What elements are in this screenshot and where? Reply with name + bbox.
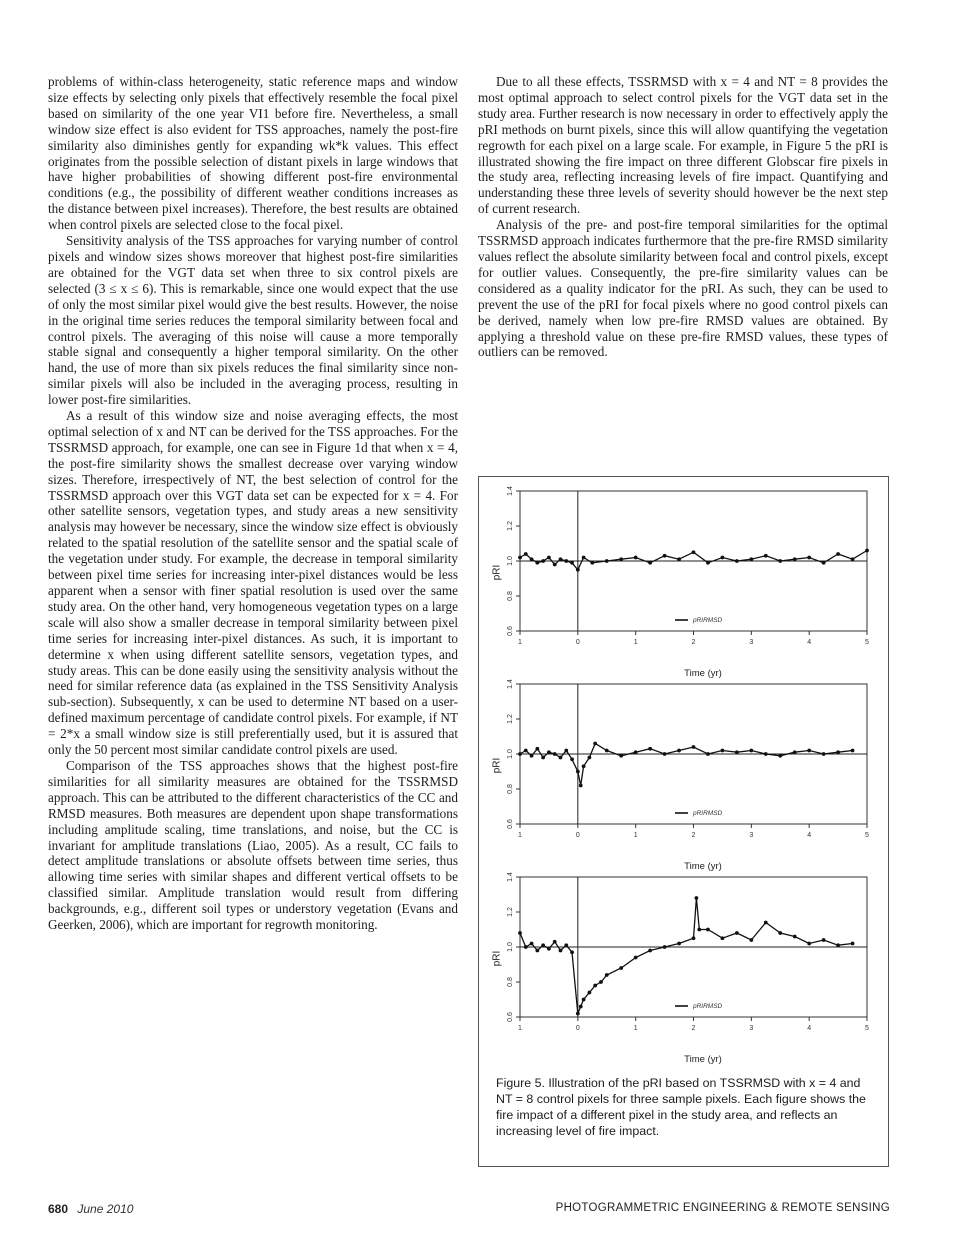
left-paragraph-3: As a result of this window size and noise averaging effects, the most optimal selection of x and NT can be derived for the TSS approaches. For the TSSRMSD approach, for example, one can see in Figure 1d that when x = 4, the post-fire similarity shows the smallest decrease over varying window sizes. Therefore, irrespectively of NT, the best selection of control for the TSSRMSD approach over this VGT data set can be expected for x = 4. For other satellite sensors, vegetation types, and study areas a new sensitivity analysis may however be necessary, since the window size effect is obviously related to the spatial resolution of the satellite sensor and the spatial scale of the vegetation under study. For example, the decrease in temporal similarity between pixel time series for increasing inter-pixel distances would be less apparent when a sensor with finer spatial resolution is used over the same study area. On the other hand, very homogeneous vegetation types on a large scale will also show a smaller decrease in temporal similarity between pixel time series for increasing inter-pixel distances. As such, it is important to determine x when using different satellite sensors, vegetation types, and study areas. This can be done easily using the sensitivity analysis without the need for similar reference data (as explained in the TSS Sensitivity Analysis sub-section). Subsequently, x can be used to determine NT based on a user-defined maximum percentage of candidate control pixels. For example, if NT = 2*x a small window size is still preferentially used, but it is assured that only the 50 percent most similar candidate control pixels are used. (48, 408, 458, 758)
data-point (663, 554, 667, 558)
data-point (648, 747, 652, 751)
x-tick-label: 1 (633, 1025, 638, 1032)
x-tick-label: 0 (575, 832, 580, 839)
x-tick-label: 0 (575, 1025, 580, 1032)
x-tick-label: 3 (749, 832, 754, 839)
data-point (634, 750, 638, 754)
data-point (851, 557, 855, 561)
x-tick-label: 1 (518, 832, 522, 839)
data-point (836, 943, 840, 947)
data-point (579, 784, 583, 788)
data-point (535, 561, 539, 565)
x-tick-label: 3 (749, 639, 754, 646)
data-point (793, 750, 797, 754)
x-tick-label: 2 (691, 639, 696, 646)
y-tick-label: 1.4 (507, 872, 514, 882)
data-point (706, 561, 710, 565)
y-tick-label: 0.6 (507, 626, 514, 636)
data-point (570, 561, 574, 565)
journal-name: PHOTOGRAMMETRIC ENGINEERING & REMOTE SENSING (555, 1202, 890, 1214)
x-tick-label: 5 (865, 639, 869, 646)
data-point (576, 1012, 580, 1016)
data-point (559, 756, 563, 760)
data-point (822, 561, 826, 565)
data-point (749, 557, 753, 561)
data-point (764, 921, 768, 925)
data-point (593, 984, 597, 988)
data-point (541, 943, 545, 947)
data-point (535, 949, 539, 953)
figure-5 (478, 476, 889, 1167)
y-axis-label: pRI (491, 757, 503, 774)
data-point (619, 966, 623, 970)
data-point (677, 749, 681, 753)
data-point (559, 557, 563, 561)
data-point (524, 552, 528, 556)
y-tick-label: 1.0 (507, 749, 514, 759)
data-point (564, 749, 568, 753)
data-point (570, 950, 574, 954)
data-point (535, 747, 539, 751)
x-tick-label: 3 (749, 1025, 754, 1032)
x-axis-label: Time (yr) (684, 668, 722, 679)
data-point (564, 559, 568, 563)
data-point (663, 752, 667, 756)
data-point (721, 936, 725, 940)
data-point (593, 742, 597, 746)
data-point (692, 550, 696, 554)
y-tick-label: 1.2 (507, 521, 514, 531)
data-point (735, 559, 739, 563)
series-line (520, 898, 853, 1014)
data-point (778, 559, 782, 563)
y-tick-label: 1.4 (507, 679, 514, 689)
data-point (559, 949, 563, 953)
data-point (836, 552, 840, 556)
data-point (749, 749, 753, 753)
data-point (530, 754, 534, 758)
left-paragraph-2: Sensitivity analysis of the TSS approaches for varying number of control pixels and window sizes shows moreover that highest post-fire similarities are obtained for the VGT data set when three to six control pixels are selected (3 ≤ x ≤ 6). This is remarkable, since one would expect that the use of only the most similar pixel would give the best results. However, the noise in the original time series reduces the temporal similarity between focal and control pixels. The averaging of this noise will cause a more temporally stable signal and consequently a higher temporal similarity. On the other hand, the use of more than six pixels reduces the final similarity since non-similar pixels will also be included in the averaging process, resulting in lower post-fire similarities. (48, 233, 458, 408)
data-point (605, 749, 609, 753)
data-point (807, 942, 811, 946)
chart-panel-3 (479, 867, 888, 1065)
data-point (547, 947, 551, 951)
left-paragraph-4: Comparison of the TSS approaches shows that the highest post-fire similarities for all similarity measures are obtained for the TSSRMSD approach. This can be attributed to the different characteristics of the CC and RMSD measures. Both measures are dependent upon shape transformations including amplitude scaling, time translations, and noise, but the CC is invariant for amplitude translations (Liao, 2005). As a result, CC fails to detect amplitude translations or absolute offsets between time series, thus allowing time series with similar shapes and different vertical offsets to be classified similar. Amplitude translation would result from differing backgrounds, e.g., different soil types or understory vegetation (Evans and Geerken, 2006), which are important for regrowth monitoring. (48, 757, 458, 933)
left-paragraph-1: problems of within-class heterogeneity, static reference maps and window size effects by selecting only pixels that effectively resemble the focal pixel based on similarity of the one year VI1 before fire. Nevertheless, a small window size effect is also evident for TSS approaches, namely the post-fire similarity also diminishes gently for expanding wk*k values. This effect originates from the possible selection of distant pixels in large windows that have higher probabilities of showing different post-fire environmental conditions (e.g., the possibility of different weather conditions increases as the distance between pixel increases). Therefore, the best results are obtained when control pixels are selected close to the focal pixel. (48, 74, 458, 233)
data-point (553, 940, 557, 944)
data-point (541, 559, 545, 563)
data-point (865, 549, 869, 553)
data-point (553, 563, 557, 567)
data-point (721, 749, 725, 753)
page-number: 680 (48, 1202, 69, 1216)
data-point (793, 935, 797, 939)
series-line (520, 744, 853, 786)
chart-panel-2 (479, 674, 888, 872)
y-tick-label: 1.2 (507, 714, 514, 724)
x-tick-label: 1 (633, 639, 638, 646)
data-point (605, 559, 609, 563)
data-point (677, 942, 681, 946)
chart-1-svg (479, 481, 888, 676)
x-axis-label: Time (yr) (684, 1054, 722, 1065)
x-tick-label: 2 (691, 1025, 696, 1032)
data-point (778, 931, 782, 935)
x-tick-label: 4 (807, 832, 812, 839)
data-point (518, 556, 522, 560)
x-tick-label: 4 (807, 639, 812, 646)
data-point (582, 556, 586, 560)
data-point (697, 928, 701, 932)
data-point (663, 945, 667, 949)
y-axis-label: pRI (491, 564, 503, 581)
chart-2-svg (479, 674, 888, 869)
data-point (588, 756, 592, 760)
legend-label: pRIRMSD (693, 810, 723, 817)
x-tick-label: 5 (865, 1025, 869, 1032)
legend-label: pRIRMSD (693, 617, 723, 624)
y-tick-label: 1.0 (507, 942, 514, 952)
x-axis-label: Time (yr) (684, 861, 722, 872)
data-point (588, 991, 592, 995)
data-point (648, 949, 652, 953)
data-point (836, 750, 840, 754)
chart-panel-1 (479, 481, 888, 679)
y-tick-label: 1.0 (507, 556, 514, 566)
right-paragraph-2: Analysis of the pre- and post-fire temporal similarities for the optimal TSSRMSD approach indicates furthermore that the pre-fire RMSD similarity values reflect the absolute similarity between focal and control pixels, except for outlier values. Consequently, the pre-fire similarity values can be considered as a quality indicator for the pRI. As such, they can be used to prevent the use of the pRI for focal pixels where no good control pixels can be derived, namely when low pre-fire RMSD values are obtained. By applying a threshold value on these pre-fire RMSD values, these types of outliers can be removed. (478, 217, 888, 360)
data-point (694, 896, 698, 900)
left-column (48, 74, 458, 933)
data-point (576, 568, 580, 572)
data-point (582, 764, 586, 768)
data-point (706, 752, 710, 756)
data-point (547, 750, 551, 754)
data-point (807, 556, 811, 560)
data-point (518, 931, 522, 935)
data-point (530, 942, 534, 946)
data-point (677, 557, 681, 561)
x-tick-label: 4 (807, 1025, 812, 1032)
x-tick-label: 1 (518, 1025, 522, 1032)
data-point (590, 561, 594, 565)
data-point (648, 561, 652, 565)
data-point (524, 945, 528, 949)
data-point (749, 938, 753, 942)
footer-left (48, 1202, 133, 1216)
issue-date: June 2010 (77, 1202, 134, 1216)
data-point (735, 750, 739, 754)
data-point (576, 770, 580, 774)
y-tick-label: 0.6 (507, 1012, 514, 1022)
data-point (570, 757, 574, 761)
data-point (851, 942, 855, 946)
data-point (793, 557, 797, 561)
data-point (706, 928, 710, 932)
x-tick-label: 1 (633, 832, 638, 839)
y-tick-label: 0.8 (507, 784, 514, 794)
data-point (764, 554, 768, 558)
data-point (541, 756, 545, 760)
data-point (634, 956, 638, 960)
data-point (547, 556, 551, 560)
y-tick-label: 0.8 (507, 977, 514, 987)
y-axis-label: pRI (491, 950, 503, 967)
right-paragraph-1: Due to all these effects, TSSRMSD with x = 4 and NT = 8 provides the most optimal approach to select control pixels for the VGT data set in the study area. Further research is now necessary in order to effectively apply the pRI methods on burnt pixels, since this will allow quantifying the vegetation regrowth for each pixel on a large scale. For example, in Figure 5 the pRI is illustrated showing the fire impact on three different Globscar fire pixels in the study area, reflecting increasing levels of fire impact. Quantifying and understanding these three levels of severity should however be the next step of current research. (478, 74, 888, 217)
data-point (692, 936, 696, 940)
x-tick-label: 5 (865, 832, 869, 839)
data-point (822, 938, 826, 942)
data-point (778, 754, 782, 758)
data-point (851, 749, 855, 753)
data-point (764, 752, 768, 756)
data-point (735, 931, 739, 935)
data-point (579, 1005, 583, 1009)
data-point (530, 557, 534, 561)
data-point (619, 754, 623, 758)
x-tick-label: 0 (575, 639, 580, 646)
data-point (692, 745, 696, 749)
data-point (721, 556, 725, 560)
data-point (524, 749, 528, 753)
data-point (619, 557, 623, 561)
y-tick-label: 1.4 (507, 486, 514, 496)
legend-label: pRIRMSD (693, 1003, 723, 1010)
data-point (564, 943, 568, 947)
data-point (634, 556, 638, 560)
y-tick-label: 0.6 (507, 819, 514, 829)
data-point (582, 998, 586, 1002)
chart-3-svg (479, 867, 888, 1062)
data-point (553, 752, 557, 756)
data-point (605, 973, 609, 977)
data-point (807, 749, 811, 753)
data-point (518, 752, 522, 756)
figure-caption: Figure 5. Illustration of the pRI based on TSSRMSD with x = 4 and NT = 8 control pixels for three sample pixels. Each figure shows the fire impact of a different pixel in the study area, and reflects an increasing level of fire impact. (496, 1076, 866, 1138)
y-tick-label: 1.2 (507, 907, 514, 917)
x-tick-label: 2 (691, 832, 696, 839)
data-point (822, 752, 826, 756)
x-tick-label: 1 (518, 639, 522, 646)
y-tick-label: 0.8 (507, 591, 514, 601)
right-column (478, 74, 888, 360)
data-point (599, 980, 603, 984)
